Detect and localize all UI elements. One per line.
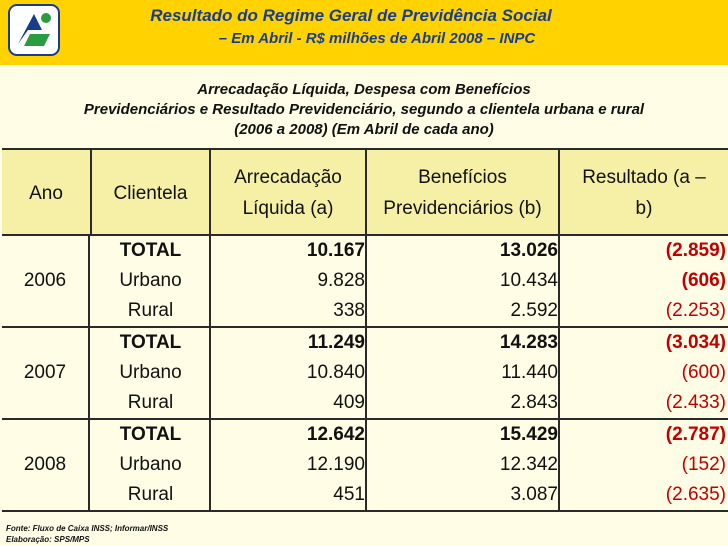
header-clientela: Clientela bbox=[92, 150, 211, 236]
arrecadacao-cell: 12.190 bbox=[306, 454, 365, 475]
beneficios-cell: 10.434 bbox=[499, 270, 558, 291]
arrecadacao-cell: 409 bbox=[333, 392, 365, 413]
table-header bbox=[2, 150, 728, 236]
beneficios-cell: 12.342 bbox=[499, 454, 558, 475]
caption-line-2: Previdenciários e Resultado Previdenciário, segundo a clientela urbana e rural bbox=[83, 101, 645, 118]
resultado-cell: (3.034) bbox=[665, 332, 726, 353]
table-row bbox=[2, 388, 728, 418]
table-caption bbox=[0, 80, 728, 140]
resultado-cell: (152) bbox=[681, 454, 726, 475]
clientela-cell: Rural bbox=[127, 300, 174, 321]
results-table bbox=[2, 148, 728, 520]
arrecadacao-cell: 451 bbox=[333, 484, 365, 505]
year-group-2007 bbox=[2, 328, 728, 420]
clientela-cell: Urbano bbox=[119, 454, 182, 475]
table-row bbox=[2, 296, 728, 326]
clientela-cell: TOTAL bbox=[119, 240, 182, 261]
beneficios-cell: 14.283 bbox=[499, 332, 558, 353]
resultado-cell: (600) bbox=[681, 362, 726, 383]
header-bar bbox=[0, 0, 728, 65]
beneficios-cell: 3.087 bbox=[510, 484, 558, 505]
header-arrecadacao: Arrecadação Líquida (a) bbox=[211, 150, 367, 236]
arrecadacao-cell: 12.642 bbox=[306, 424, 365, 445]
clientela-cell: Rural bbox=[127, 484, 174, 505]
clientela-cell: Rural bbox=[127, 392, 174, 413]
table-row bbox=[2, 236, 728, 266]
resultado-cell: (2.253) bbox=[665, 300, 726, 321]
main-title: Resultado do Regime Geral de Previdência Social bbox=[150, 6, 552, 25]
main-subtitle: – Em Abril - R$ milhões de Abril 2008 – INPC bbox=[218, 30, 536, 47]
header-beneficios: Benefícios Previdenciários (b) bbox=[367, 150, 560, 236]
caption-line-3: (2006 a 2008) (Em Abril de cada ano) bbox=[234, 121, 494, 138]
clientela-cell: TOTAL bbox=[119, 332, 182, 353]
table-row bbox=[2, 328, 728, 358]
year-cell: 2006 bbox=[2, 236, 90, 326]
year-group-2006 bbox=[2, 236, 728, 328]
beneficios-cell: 15.429 bbox=[499, 424, 558, 445]
beneficios-cell: 2.592 bbox=[510, 300, 558, 321]
caption-line-1: Arrecadação Líquida, Despesa com Benefícios bbox=[197, 81, 531, 98]
arrecadacao-cell: 10.167 bbox=[306, 240, 365, 261]
arrecadacao-cell: 10.840 bbox=[306, 362, 365, 383]
beneficios-cell: 13.026 bbox=[499, 240, 558, 261]
table-row bbox=[2, 450, 728, 480]
clientela-cell: TOTAL bbox=[119, 424, 182, 445]
arrecadacao-cell: 9.828 bbox=[317, 270, 365, 291]
resultado-cell: (2.787) bbox=[665, 424, 726, 445]
clientela-cell: Urbano bbox=[119, 362, 182, 383]
table-row bbox=[2, 358, 728, 388]
table-row bbox=[2, 266, 728, 296]
header-resultado: Resultado (a – b) bbox=[582, 167, 706, 219]
arrecadacao-cell: 338 bbox=[333, 300, 365, 321]
resultado-cell: (606) bbox=[681, 270, 726, 291]
resultado-cell: (2.859) bbox=[665, 240, 726, 261]
table-row bbox=[2, 480, 728, 510]
year-cell: 2007 bbox=[2, 328, 90, 418]
resultado-cell: (2.635) bbox=[665, 484, 726, 505]
clientela-cell: Urbano bbox=[119, 270, 182, 291]
year-cell: 2008 bbox=[2, 420, 90, 510]
resultado-cell: (2.433) bbox=[665, 392, 726, 413]
year-group-2008 bbox=[2, 420, 728, 512]
header-ano: Ano bbox=[2, 150, 92, 236]
source-footer bbox=[6, 523, 168, 545]
beneficios-cell: 2.843 bbox=[510, 392, 558, 413]
arrecadacao-cell: 11.249 bbox=[307, 332, 365, 353]
footer-source: Fonte: Fluxo de Caixa INSS; Informar/INSS bbox=[6, 524, 169, 533]
table-row bbox=[2, 420, 728, 450]
beneficios-cell: 11.440 bbox=[501, 362, 558, 383]
footer-author: Elaboração: SPS/MPS bbox=[6, 535, 90, 544]
